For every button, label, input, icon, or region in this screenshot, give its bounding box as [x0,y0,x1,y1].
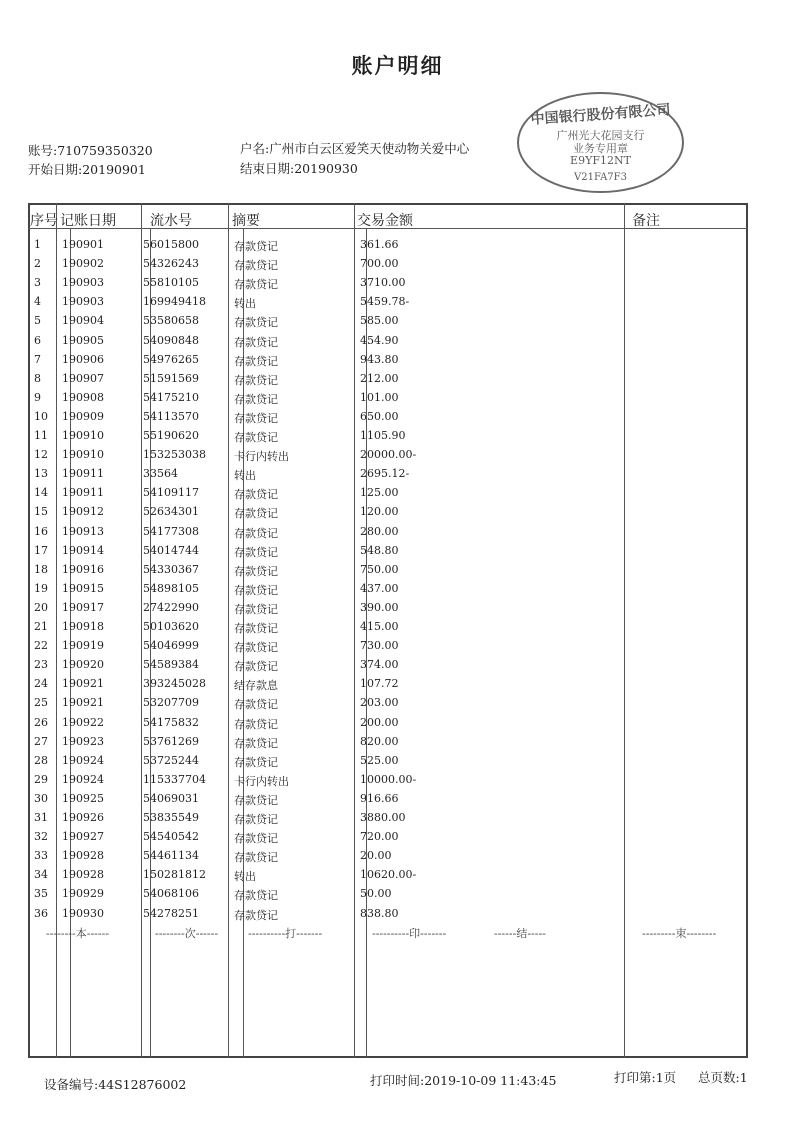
row-amount: 10620.00- [360,868,417,882]
row-date: 190903 [62,276,104,290]
row-summary: 存款贷记 [234,698,278,712]
row-amount: 374.00 [360,658,399,672]
table-row [28,656,748,675]
row-summary: 存款贷记 [234,335,278,349]
row-date: 190911 [62,486,104,500]
row-number: 8 [34,371,41,385]
row-number: 16 [34,524,48,538]
row-summary: 存款贷记 [234,717,278,731]
row-date: 190904 [62,314,104,328]
row-serial: 54046999 [143,639,199,653]
table-row [28,255,748,274]
row-number: 31 [34,811,48,824]
account-number: 账号:710759350320 [28,143,153,158]
row-amount: 700.00 [360,257,399,271]
row-serial: 169949418 [143,295,206,309]
row-date: 190910 [62,448,104,462]
row-date: 190918 [62,620,104,633]
start-date: 开始日期:20190901 [28,162,146,177]
row-number: 11 [34,429,48,442]
row-serial: 54278251 [143,906,199,920]
table-row [28,637,748,656]
row-summary: 结存款息 [234,679,278,693]
end-mark-dashes: ------结----- [494,927,546,940]
row-date: 190902 [62,257,104,271]
row-date: 190930 [62,906,104,920]
table-row [28,675,748,694]
table-row [28,885,748,904]
row-amount: 3880.00 [360,811,406,824]
row-serial: 51591569 [143,371,199,385]
table-row [28,752,748,771]
table-row [28,580,748,599]
table-row [28,905,748,924]
table-row [28,503,748,522]
row-serial: 54177308 [143,524,199,538]
row-date: 190928 [62,849,104,863]
row-serial: 53580658 [143,314,199,328]
header-amount: 交易金额 [357,213,413,229]
end-mark-dashes: --------次------ [155,927,219,940]
row-serial: 53761269 [143,734,199,748]
row-serial: 54113570 [143,409,199,423]
stamp-serial: V21FA7F3 [574,172,627,183]
row-number: 4 [34,295,41,309]
row-summary: 存款贷记 [234,354,278,368]
table-row [28,599,748,618]
row-amount: 415.00 [360,620,399,633]
row-date: 190925 [62,791,104,805]
row-amount: 838.80 [360,906,399,920]
row-summary: 存款贷记 [234,373,278,387]
row-summary: 存款贷记 [234,564,278,578]
row-number: 26 [34,715,48,729]
row-number: 25 [34,696,48,710]
row-serial: 54175832 [143,715,199,729]
row-amount: 212.00 [360,371,399,385]
total-pages: 总页数:1 [698,1070,748,1085]
end-mark: 次 [184,927,196,940]
row-serial: 54898105 [143,581,199,595]
row-number: 5 [34,314,41,328]
row-serial: 54326243 [143,257,199,271]
row-amount: 730.00 [360,639,399,653]
row-date: 190907 [62,371,104,385]
table-row [28,332,748,351]
row-number: 12 [34,448,48,462]
row-amount: 2695.12- [360,467,410,481]
row-amount: 720.00 [360,830,399,844]
row-amount: 120.00 [360,505,399,519]
row-number: 3 [34,276,41,290]
row-serial: 54461134 [143,849,199,863]
row-date: 190916 [62,562,104,576]
end-mark: 印 [409,927,421,940]
row-number: 35 [34,887,48,901]
header-remark: 备注 [632,213,660,229]
end-mark-dashes: --------本------ [46,927,110,940]
row-summary: 存款贷记 [234,526,278,540]
row-amount: 750.00 [360,562,399,576]
row-date: 190914 [62,543,104,557]
row-summary: 存款贷记 [234,641,278,655]
table-row [28,408,748,427]
row-amount: 548.80 [360,543,399,557]
table-row [28,523,748,542]
row-number: 27 [34,734,48,748]
row-serial: 53207709 [143,696,199,710]
row-date: 190906 [62,352,104,366]
row-date: 190905 [62,333,104,347]
row-date: 190927 [62,830,104,844]
stamp-bank-name: 中国银行股份有限公司 [530,102,671,128]
row-number: 13 [34,467,48,481]
row-summary: 存款贷记 [234,278,278,292]
table-row [28,370,748,389]
row-serial: 393245028 [143,677,206,691]
end-mark: 本 [75,927,87,940]
row-serial: 53725244 [143,753,199,767]
row-summary: 转出 [234,469,256,483]
table-row [28,293,748,312]
row-date: 190901 [62,238,104,251]
row-serial: 55810105 [143,276,199,290]
row-date: 190920 [62,658,104,672]
row-serial: 54069031 [143,791,199,805]
table-row [28,828,748,847]
row-serial: 54589384 [143,658,199,672]
row-amount: 107.72 [360,677,399,691]
row-serial: 54976265 [143,352,199,366]
table-row [28,771,748,790]
row-summary: 存款贷记 [234,583,278,597]
row-summary: 存款贷记 [234,507,278,521]
row-amount: 437.00 [360,581,399,595]
row-date: 190924 [62,753,104,767]
row-serial: 115337704 [143,772,206,786]
table-row [28,790,748,809]
row-amount: 454.90 [360,333,399,347]
end-mark-dashes: ----------印------- [372,927,447,940]
row-amount: 20.00 [360,849,392,863]
row-date: 190923 [62,734,104,748]
table-row [28,465,748,484]
row-amount: 361.66 [360,238,399,251]
row-amount: 101.00 [360,390,399,404]
row-summary: 存款贷记 [234,488,278,502]
row-summary: 存款贷记 [234,602,278,616]
row-number: 28 [34,753,48,767]
row-summary: 存款贷记 [234,736,278,750]
row-number: 18 [34,562,48,576]
row-number: 15 [34,505,48,519]
row-number: 21 [34,620,48,633]
row-amount: 650.00 [360,409,399,423]
row-number: 14 [34,486,48,500]
row-number: 20 [34,600,48,614]
header-summary: 摘要 [232,213,260,229]
row-amount: 3710.00 [360,276,406,290]
row-number: 6 [34,333,41,347]
row-number: 32 [34,830,48,844]
row-summary: 存款贷记 [234,545,278,559]
row-date: 190912 [62,505,104,519]
table-row [28,847,748,866]
row-serial: 150281812 [143,868,206,882]
row-amount: 50.00 [360,887,392,901]
row-summary: 存款贷记 [234,851,278,865]
row-summary: 存款贷记 [234,411,278,425]
row-amount: 20000.00- [360,448,417,462]
row-number: 30 [34,791,48,805]
row-amount: 125.00 [360,486,399,500]
row-amount: 280.00 [360,524,399,538]
row-amount: 585.00 [360,314,399,328]
stamp-code: E9YF12NT [570,154,631,167]
row-date: 190909 [62,409,104,423]
row-summary: 存款贷记 [234,240,278,253]
row-number: 7 [34,352,41,366]
row-serial: 54090848 [143,333,199,347]
row-amount: 1105.90 [360,429,406,442]
bank-stamp [517,92,684,193]
row-serial: 54540542 [143,830,199,844]
row-serial: 54068106 [143,887,199,901]
row-date: 190917 [62,600,104,614]
row-summary: 存款贷记 [234,908,278,922]
row-summary: 卡行内转出 [234,774,289,788]
table-row [28,236,748,255]
table-row [28,389,748,408]
row-date: 190910 [62,429,104,442]
end-mark: 结 [516,927,528,940]
row-summary: 存款贷记 [234,622,278,635]
end-date: 结束日期:20190930 [240,161,358,176]
row-date: 190926 [62,811,104,824]
row-number: 1 [34,238,41,251]
row-number: 34 [34,868,48,882]
row-summary: 存款贷记 [234,889,278,903]
row-date: 190911 [62,467,104,481]
row-serial: 53835549 [143,811,199,824]
row-number: 33 [34,849,48,863]
end-mark: 束 [675,927,687,940]
table-row [28,866,748,885]
device-number: 设备编号:44S12876002 [44,1077,187,1092]
end-mark-dashes: ---------束-------- [642,927,717,940]
row-amount: 525.00 [360,753,399,767]
table-row [28,694,748,713]
page-title: 账户明细 [351,54,444,78]
row-number: 2 [34,257,41,271]
table-row [28,542,748,561]
row-serial: 54109117 [143,486,199,500]
row-number: 10 [34,409,48,423]
table-row [28,714,748,733]
row-amount: 943.80 [360,352,399,366]
header-no: 序号 [30,213,58,229]
row-number: 23 [34,658,48,672]
row-serial: 27422990 [143,600,199,614]
row-amount: 200.00 [360,715,399,729]
table-row [28,484,748,503]
row-serial: 153253038 [143,448,206,462]
row-serial: 52634301 [143,505,199,519]
row-number: 22 [34,639,48,653]
row-summary: 转出 [234,870,256,884]
row-amount: 10000.00- [360,772,417,786]
row-date: 190928 [62,868,104,882]
print-time: 打印时间:2019-10-09 11:43:45 [370,1073,557,1088]
row-summary: 转出 [234,297,256,311]
table-row [28,312,748,331]
row-number: 29 [34,772,48,786]
row-summary: 存款贷记 [234,392,278,406]
row-date: 190915 [62,581,104,595]
stamp-purpose: 业务专用章 [573,142,628,155]
row-number: 17 [34,543,48,557]
header-date: 记账日期 [60,213,116,229]
row-date: 190921 [62,677,104,691]
row-number: 9 [34,390,41,404]
table-row [28,446,748,465]
row-amount: 916.66 [360,791,399,805]
row-number: 19 [34,581,48,595]
row-summary: 卡行内转出 [234,450,289,464]
row-summary: 存款贷记 [234,431,278,444]
row-serial: 54014744 [143,543,199,557]
account-holder: 户名:广州市白云区爱笑天使动物关爱中心 [240,141,470,156]
row-summary: 存款贷记 [234,755,278,769]
table-row [28,427,748,446]
end-mark: 打 [285,927,297,940]
row-summary: 存款贷记 [234,316,278,330]
row-serial: 55190620 [143,429,199,442]
table-row [28,274,748,293]
row-amount: 390.00 [360,600,399,614]
table-row [28,351,748,370]
row-summary: 存款贷记 [234,832,278,846]
row-date: 190919 [62,639,104,653]
row-serial: 33564 [143,467,178,481]
table-row [28,618,748,637]
end-mark-dashes: ----------打------- [248,927,323,940]
page-number: 打印第:1页 [614,1070,677,1085]
row-date: 190913 [62,524,104,538]
header-serial: 流水号 [150,213,192,229]
table-row [28,733,748,752]
row-serial: 54175210 [143,390,199,404]
row-summary: 存款贷记 [234,793,278,807]
row-date: 190922 [62,715,104,729]
row-serial: 50103620 [143,620,199,633]
row-number: 36 [34,906,48,920]
row-amount: 203.00 [360,696,399,710]
table-row [28,561,748,580]
row-date: 190903 [62,295,104,309]
row-amount: 5459.78- [360,295,410,309]
row-date: 190908 [62,390,104,404]
row-serial: 56015800 [143,238,199,251]
row-date: 190921 [62,696,104,710]
row-summary: 存款贷记 [234,813,278,826]
stamp-branch: 广州光大花园支行 [556,129,645,142]
row-summary: 存款贷记 [234,259,278,273]
row-date: 190929 [62,887,104,901]
row-summary: 存款贷记 [234,660,278,674]
row-amount: 820.00 [360,734,399,748]
row-serial: 54330367 [143,562,199,576]
row-date: 190924 [62,772,104,786]
table-row [28,809,748,828]
row-number: 24 [34,677,48,691]
